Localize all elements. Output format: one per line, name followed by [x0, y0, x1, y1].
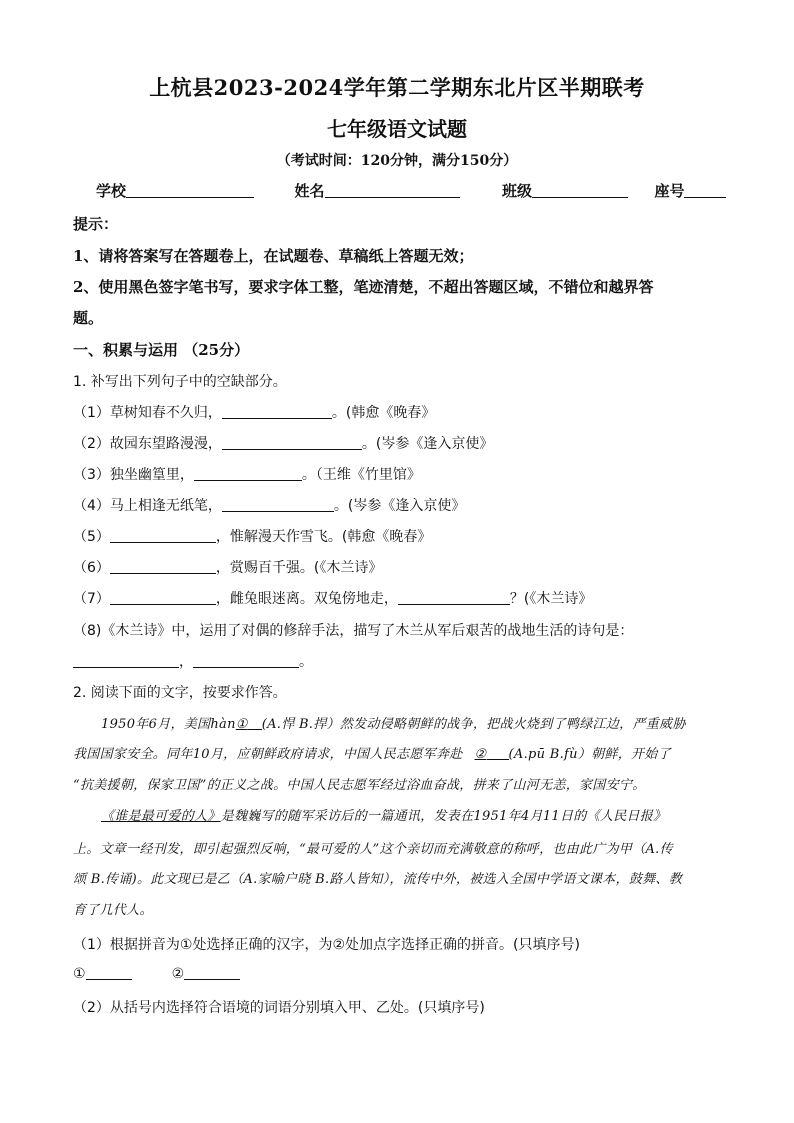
blank-mark-1: ①	[235, 717, 248, 732]
q1-item-8-end: 。	[299, 654, 313, 670]
passage-p2-l1-rest: 是魏巍写的随军采访后的一篇通讯，发表在1951年4月11日的《人民日报》	[220, 809, 667, 824]
class-field	[502, 180, 628, 201]
blank-1[interactable]	[248, 715, 262, 730]
q1-stem: 1. 补写出下列句子中的空缺部分。	[73, 374, 287, 390]
passage-p1-l2-b: (A.pū B.fù）朝鲜，开始了	[508, 747, 671, 762]
blank-mark-2: ②	[474, 747, 487, 762]
q1-item-4	[73, 495, 465, 515]
q1-item-6-pre: （6）	[73, 560, 110, 576]
q1-item-7-blank-a[interactable]	[110, 590, 216, 605]
q2-sub2: （2）从括号内选择符合语境的词语分别填入甲、乙处。(只填序号)	[73, 1000, 485, 1016]
passage-p1-l1-a: 1950年6月，美国hàn	[101, 717, 236, 732]
name-blank[interactable]	[325, 181, 460, 198]
q1-item-6-blank[interactable]	[110, 559, 216, 574]
passage-p2-line3: 颂 B.传诵)。此文现已是乙（A.家喻户晓 B.路人皆知），流传中外，被选入全国中学语文课本，鼓舞、教	[73, 872, 683, 887]
q2-sub1: （1）根据拼音为①处选择正确的汉字，为②处加点字选择正确的拼音。(只填序号)	[73, 937, 580, 953]
name-label: 姓名	[294, 182, 325, 200]
school-blank[interactable]	[126, 181, 254, 198]
passage-p1-l1-b: (A.悍 B.捍）然发动侵略朝鲜的战争，把战火烧到了鸭绿江边，严重威胁	[261, 717, 686, 732]
q1-item-7	[73, 588, 592, 608]
answer-2-label: ②	[171, 966, 185, 982]
q1-item-5-pre: （5）	[73, 529, 110, 545]
q1-item-2-blank[interactable]	[222, 435, 362, 450]
q1-item-7-blank-b[interactable]	[398, 590, 510, 605]
school-field	[96, 180, 254, 201]
exam-title: 上杭县2023-2024学年第二学期东北片区半期联考	[149, 75, 645, 100]
q1-item-5-post: ，惟解漫天作雪飞。(韩愈《晚春》	[215, 529, 432, 545]
seat-label: 座号	[654, 182, 685, 200]
q1-item-3-pre: （3）独坐幽篁里，	[73, 467, 194, 483]
q1-item-1	[73, 402, 435, 422]
q1-item-3-blank[interactable]	[194, 466, 302, 481]
q1-item-5-blank[interactable]	[110, 528, 216, 543]
blank-2[interactable]	[487, 745, 509, 760]
q1-item-1-blank[interactable]	[222, 404, 332, 419]
answer-2-blank[interactable]	[184, 965, 240, 980]
article-title: 《谁是最可爱的人》	[101, 809, 221, 824]
q1-item-8-line1: （8)《木兰诗》中，运用了对偶的修辞手法，描写了木兰从军后艰苦的战地生活的诗句是：	[73, 623, 634, 639]
seat-blank[interactable]	[684, 181, 726, 198]
passage-p1-line2	[73, 743, 723, 762]
seat-field	[654, 180, 726, 201]
q1-item-6-post: ，赏赐百千强。(《木兰诗》	[215, 560, 383, 576]
q1-item-4-blank[interactable]	[222, 497, 334, 512]
q1-item-6	[73, 557, 382, 577]
section-1-heading: 一、积累与运用 （25分）	[73, 341, 250, 359]
tip-2-line2: 题。	[73, 309, 104, 327]
passage-p1-line3: “抗美援朝，保家卫国”的正义之战。中国人民志愿军经过浴血奋战，拼来了山河无恙，家国安宁。	[73, 778, 646, 793]
q1-item-7-mid: ，雌兔眼迷离。双兔傍地走，	[215, 591, 398, 607]
q1-item-8-blank-b[interactable]	[193, 653, 299, 668]
q1-item-4-pre: （4）马上相逢无纸笔，	[73, 498, 222, 514]
q1-item-1-post: 。(韩愈《晚春》	[331, 405, 436, 421]
student-info-row	[96, 180, 716, 201]
class-label: 班级	[501, 182, 532, 200]
q1-item-2-pre: （2）故园东望路漫漫，	[73, 436, 222, 452]
name-field	[294, 180, 459, 201]
answer-1-blank[interactable]	[86, 965, 132, 980]
q1-item-7-pre: （7）	[73, 591, 110, 607]
tip-1: 1、请将答案写在答题卷上，在试题卷、草稿纸上答题无效；	[73, 247, 474, 265]
q1-item-3-post: 。（王维《竹里馆》	[301, 467, 421, 483]
q1-item-2-post: 。(岑参《逢入京使》	[361, 436, 494, 452]
q2-stem: 2. 阅读下面的文字，按要求作答。	[73, 685, 287, 701]
q1-item-3	[73, 464, 421, 484]
q1-item-4-post: 。(岑参《逢入京使》	[333, 498, 466, 514]
passage-p2-line4: 育了几代人。	[73, 903, 153, 918]
passage-p2-line2: 上。文章一经刊发，即引起强烈反响，“最可爱的人”这个亲切而充满敬意的称呼，也由此广为甲（A.传	[73, 842, 673, 857]
q1-item-1-pre: （1）草树知春不久归，	[73, 405, 222, 421]
exam-info: （考试时间：120分钟，满分150分）	[276, 153, 518, 169]
passage-p1-l2-a: 我国国家安全。同年10月，应朝鲜政府请求，中国人民志愿军奔赴	[73, 747, 463, 762]
q1-item-5	[73, 526, 431, 546]
q1-item-8-line2	[73, 651, 313, 671]
exam-subtitle: 七年级语文试题	[327, 117, 467, 141]
q1-item-7-post: ？(《木兰诗》	[509, 591, 593, 607]
q1-item-2	[73, 433, 493, 453]
answer-1-label: ①	[73, 966, 86, 982]
q1-item-8-blank-a[interactable]	[73, 653, 179, 668]
passage-p2-line1	[101, 805, 751, 824]
school-label: 学校	[96, 182, 127, 200]
class-blank[interactable]	[532, 181, 628, 198]
tip-2-line1: 2、使用黑色签字笔书写，要求字体工整，笔迹清楚，不超出答题区域，不错位和越界答	[73, 278, 654, 296]
q2-sub1-answers	[73, 965, 240, 982]
passage-p1-line1	[101, 713, 751, 732]
tips-heading: 提示：	[73, 215, 119, 233]
q1-item-8-sep: ，	[179, 654, 193, 670]
